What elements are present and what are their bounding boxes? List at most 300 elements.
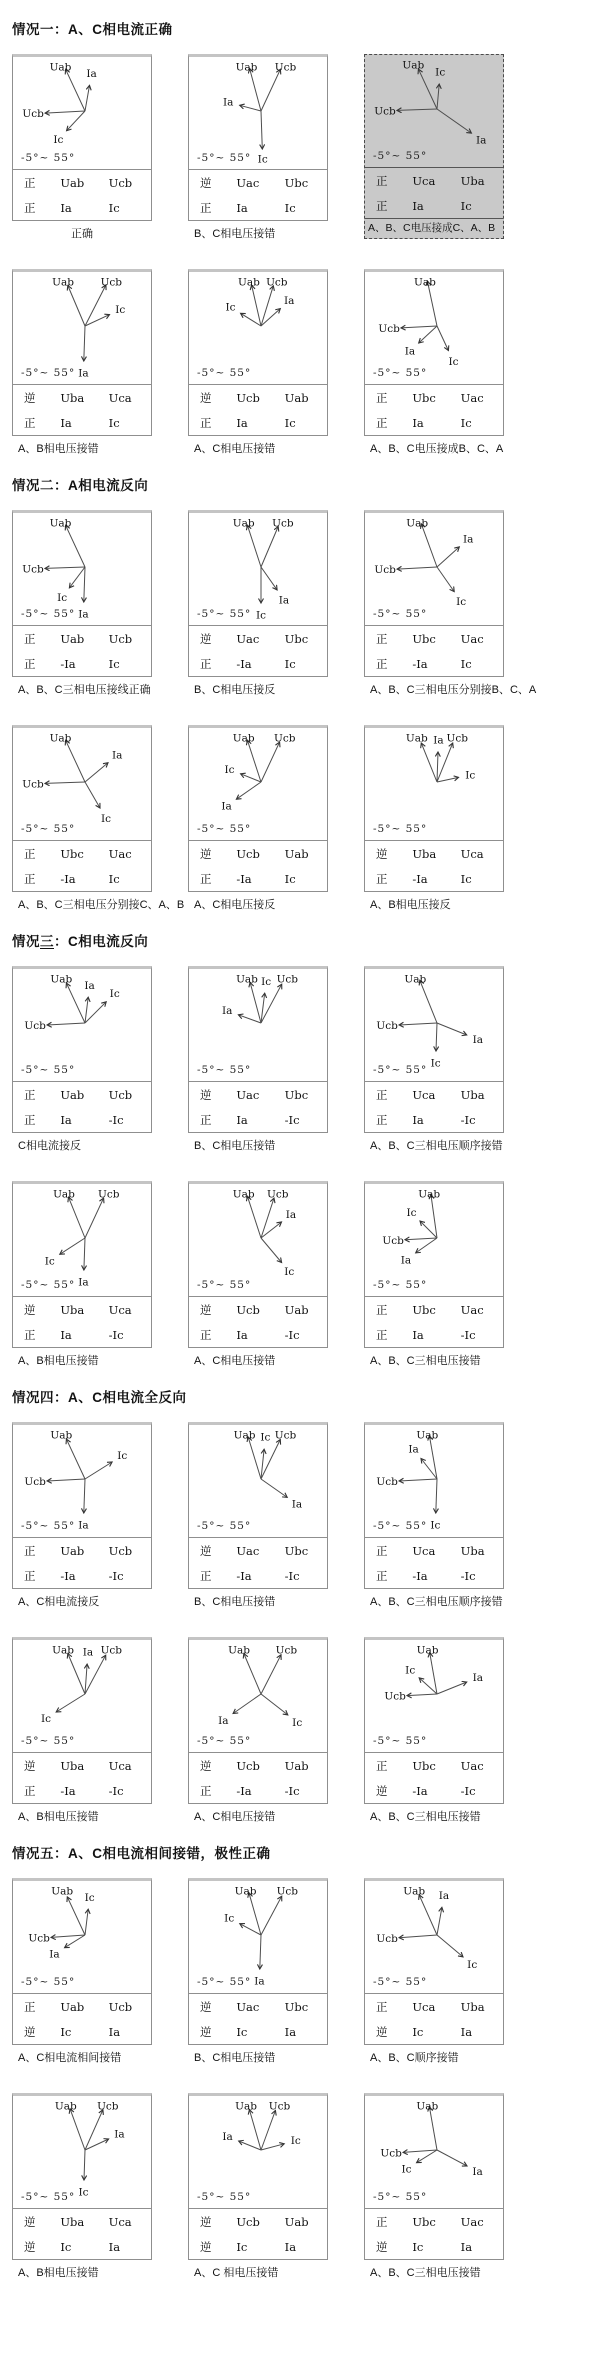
angle-note: -5°~ 55° (197, 1735, 252, 1747)
phase-cell: Ubc (60, 846, 84, 861)
diagram-cell (12, 54, 152, 241)
vector-label-uab: Uab (236, 973, 258, 986)
vector-arrow-uab (431, 1194, 437, 1238)
vector-arrow-ucb (85, 1198, 104, 1238)
vector-label-ic: Ic (435, 66, 446, 79)
vector-label-ia: Ia (86, 68, 97, 81)
table-row (189, 841, 327, 866)
phase-cell: Ucb (236, 1302, 260, 1317)
vector-label-ia: Ia (472, 1672, 484, 1684)
phase-cell: -Ic (460, 1327, 476, 1342)
vector-label-ucb: Ucb (100, 1644, 123, 1657)
phasor-box (188, 966, 328, 1133)
phase-table (13, 1538, 151, 1588)
direction-cell: 逆 (24, 2026, 36, 2039)
phase-cell: Uba (60, 390, 85, 405)
table-row (189, 1538, 327, 1563)
phase-cell: Uba (460, 1543, 485, 1558)
vector-arrow-ucb (85, 1655, 106, 1694)
table-row (13, 2019, 151, 2044)
phase-table (13, 2209, 151, 2259)
vector-label-ucb: Ucb (22, 778, 44, 791)
direction-cell: 正 (24, 1114, 36, 1127)
diagram-cell (188, 1637, 328, 1824)
direction-cell: 正 (376, 175, 388, 188)
box-caption: A、B、C三相电压接线正确 (18, 684, 151, 696)
angle-note: -5°~ 55° (21, 1064, 76, 1076)
vector-arrow-ia (260, 1935, 261, 1969)
phase-table (189, 841, 327, 891)
vector-arrow-ucb (399, 1935, 437, 1938)
vector-label-uab: Uab (416, 2100, 439, 2113)
vector-label-ia: Ia (283, 295, 295, 308)
phase-table (13, 1297, 151, 1347)
phase-cell: -Ic (284, 1783, 300, 1798)
direction-cell: 正 (376, 1329, 388, 1342)
table-row (365, 1322, 503, 1347)
phase-table (13, 841, 151, 891)
phase-cell: Ia (236, 1327, 248, 1342)
direction-cell: 逆 (24, 392, 36, 405)
vector-label-ic: Ic (465, 769, 476, 782)
diagram-cell (364, 1637, 504, 1824)
vector-label-ic: Ic (109, 987, 120, 1000)
phase-cell: Ic (284, 200, 296, 215)
vector-arrow-uab (421, 743, 437, 782)
vector-arrow-ic (420, 1221, 437, 1238)
table-row (13, 1994, 151, 2019)
direction-cell: 逆 (200, 633, 212, 646)
direction-cell: 正 (376, 392, 388, 405)
diagram-cell (364, 54, 504, 241)
vector-label-ucb: Ucb (97, 1188, 120, 1201)
diagram-cell (364, 1422, 504, 1609)
table-row (189, 1563, 327, 1588)
phase-cell: Uab (60, 1999, 85, 2014)
case-section (12, 930, 600, 1368)
direction-cell: 正 (376, 1545, 388, 1558)
angle-note: -5°~ 55° (21, 823, 76, 835)
vector-label-ic: Ic (290, 2135, 301, 2148)
phasor-diagram (13, 1425, 151, 1538)
phase-cell: -Ic (108, 1783, 124, 1798)
direction-cell: 逆 (200, 2216, 212, 2229)
direction-cell: 正 (376, 1114, 388, 1127)
direction-cell: 正 (24, 873, 36, 886)
vector-label-uab: Uab (52, 1644, 75, 1657)
vector-label-ic: Ic (430, 1057, 441, 1070)
diagram-cell (364, 510, 537, 697)
direction-cell: 正 (376, 1760, 388, 1773)
box-caption: B、C相电压接错 (194, 1596, 276, 1608)
phase-cell: Uac (460, 2214, 484, 2229)
phasor-diagram (365, 2096, 503, 2209)
phase-cell: -Ia (412, 656, 428, 671)
box-caption: B、C相电压接错 (194, 228, 276, 240)
vector-arrow-ia (84, 326, 85, 361)
vector-label-ucb: Ucb (376, 1933, 398, 1945)
phase-table (189, 1082, 327, 1132)
vector-arrow-ucb (261, 2111, 275, 2151)
table-row (189, 410, 327, 435)
vector-arrow-uab (420, 980, 437, 1023)
phase-table (189, 1994, 327, 2044)
phase-cell: Ia (460, 2024, 473, 2039)
phasor-diagram (189, 969, 327, 1082)
vector-arrow-ia (85, 1664, 87, 1694)
direction-cell: 逆 (24, 1304, 36, 1317)
table-row (13, 195, 151, 220)
phase-cell: Ic (108, 656, 120, 671)
phase-cell: Uac (460, 1758, 484, 1773)
vector-label-ucb: Ucb (384, 1690, 406, 1703)
vector-label-ucb: Ucb (374, 105, 396, 118)
vector-label-ic: Ic (467, 1959, 478, 1972)
table-row (365, 841, 503, 866)
vector-label-ia: Ia (278, 594, 290, 607)
phase-cell: Uca (412, 1543, 436, 1558)
box-caption: A、C相电流相间接错 (18, 2052, 122, 2064)
phasor-diagram (365, 1881, 503, 1994)
direction-cell: 逆 (376, 2241, 388, 2254)
diagram-grid (12, 54, 600, 456)
vector-arrow-ucb (261, 1655, 281, 1694)
vector-arrow-ucb (261, 1198, 274, 1238)
phasor-box (12, 1878, 152, 2045)
vector-label-ia: Ia (78, 608, 89, 621)
phasor-box (12, 1637, 152, 1804)
vector-label-uab: Uab (234, 1885, 257, 1898)
phase-table (365, 168, 503, 218)
phase-cell: Uac (236, 175, 260, 190)
vector-arrow-ia (416, 1238, 437, 1253)
phase-cell: Ubc (284, 1087, 309, 1102)
vector-arrow-ic (437, 326, 448, 351)
vector-label-ic: Ic (292, 1716, 303, 1729)
vector-label-ucb: Ucb (24, 1020, 46, 1033)
case-section (12, 1386, 600, 1824)
phasor-diagram (365, 969, 503, 1082)
vector-arrow-ia (84, 1238, 85, 1270)
phasor-box (12, 269, 152, 436)
direction-cell: 正 (24, 177, 36, 190)
phasor-diagram (365, 1184, 503, 1297)
vector-arrow-uab (250, 982, 261, 1023)
phase-table (189, 170, 327, 220)
angle-note: -5°~ 55° (373, 1064, 428, 1076)
direction-cell: 逆 (200, 1760, 212, 1773)
angle-note: -5°~ 55° (373, 1279, 428, 1291)
vector-label-uab: Uab (51, 1885, 74, 1898)
vector-label-ia: Ia (221, 800, 232, 813)
vector-arrow-ucb (399, 1479, 437, 1481)
table-row (189, 2234, 327, 2259)
vector-arrow-ic (241, 774, 261, 782)
vector-label-ic: Ic (284, 1266, 295, 1279)
direction-cell: 逆 (200, 848, 212, 861)
vector-arrow-ucb (47, 1023, 85, 1025)
direction-cell: 正 (24, 202, 36, 215)
phasor-box (12, 2093, 152, 2260)
vector-label-ia: Ia (222, 2131, 233, 2143)
vector-arrow-ic (85, 315, 110, 326)
vector-label-ia: Ia (221, 1005, 233, 1018)
diagram-grid (12, 1422, 600, 1824)
phase-table (13, 385, 151, 435)
phase-cell: Uca (108, 1302, 132, 1317)
table-row (189, 2209, 327, 2234)
vector-label-ic: Ic (430, 1519, 441, 1532)
box-caption: B、C相电压接反 (194, 684, 276, 696)
phase-cell: Ia (412, 415, 424, 430)
vector-arrow-ic (436, 1023, 437, 1051)
diagram-cell (188, 510, 328, 697)
vector-label-uab: Uab (49, 61, 72, 74)
vector-label-uab: Uab (403, 1885, 426, 1898)
table-row (365, 1563, 503, 1588)
phase-cell: Uba (460, 1999, 485, 2014)
vector-label-ucb: Ucb (266, 276, 288, 289)
table-row (189, 1778, 327, 1803)
vector-arrow-uab (429, 2107, 437, 2150)
vector-arrow-ucb (261, 527, 278, 568)
phase-cell: Ic (108, 871, 120, 886)
phase-cell: Ia (108, 2024, 121, 2039)
phasor-box (364, 1637, 504, 1804)
table-row (189, 866, 327, 891)
table-row (189, 385, 327, 410)
vector-label-uab: Uab (50, 973, 73, 986)
vector-label-uab: Uab (405, 732, 428, 745)
table-row (365, 1753, 503, 1778)
diagram-cell (12, 1637, 152, 1824)
phase-cell: Ubc (284, 175, 309, 190)
vector-label-ia: Ia (291, 1498, 303, 1511)
underlined-char: 三 (40, 934, 54, 949)
table-row (13, 1322, 151, 1347)
section-title: 情况一：A、C相电流正确 (12, 22, 173, 37)
angle-note: -5°~ 55° (373, 367, 428, 379)
box-caption: A、C相电压接错 (194, 1811, 276, 1823)
table-row (189, 1322, 327, 1347)
vector-label-ic: Ic (117, 1450, 128, 1463)
box-caption: A、B相电压接错 (18, 1355, 99, 1367)
phasor-box (188, 725, 328, 892)
phase-table (13, 1082, 151, 1132)
diagram-grid (12, 510, 600, 912)
box-caption: A、B相电压接反 (370, 899, 451, 911)
section-title: 情况二：A相电流反向 (12, 478, 149, 493)
phase-cell: -Ia (236, 1568, 252, 1583)
direction-cell: 正 (376, 200, 388, 213)
angle-note: -5°~ 55° (197, 1520, 252, 1532)
phase-table (365, 1297, 503, 1347)
diagram-cell (364, 1181, 504, 1368)
phase-cell: -Ic (108, 1327, 124, 1342)
vector-label-ic: Ic (261, 975, 272, 988)
phase-cell: -Ic (460, 1568, 476, 1583)
phase-table (365, 1538, 503, 1588)
table-row (189, 170, 327, 195)
phase-cell: Ic (460, 415, 472, 430)
phase-cell: Uac (236, 1999, 260, 2014)
phasor-diagram (13, 513, 151, 626)
direction-cell: 正 (24, 1089, 36, 1102)
phasor-diagram (13, 1184, 151, 1297)
vector-label-ic: Ic (456, 595, 467, 608)
phase-cell: Ia (60, 1327, 72, 1342)
diagram-cell (12, 2093, 152, 2280)
phase-table (13, 1994, 151, 2044)
vector-arrow-ic (261, 1694, 288, 1715)
phasor-diagram (189, 2096, 327, 2209)
vector-arrow-uab (66, 983, 85, 1023)
vector-arrow-uab (69, 1197, 86, 1238)
table-row (13, 170, 151, 195)
vector-arrow-ic (261, 111, 262, 149)
table-row (13, 1297, 151, 1322)
phase-cell: Uca (412, 1999, 436, 2014)
case-section (12, 474, 600, 912)
phase-cell: Ic (412, 2024, 424, 2039)
angle-note: -5°~ 55° (21, 608, 76, 620)
direction-cell: 逆 (24, 2216, 36, 2229)
phase-cell: Ubc (284, 1999, 309, 2014)
direction-cell: 正 (376, 1304, 388, 1317)
box-caption: A、B、C电压接成B、C、A (370, 443, 504, 455)
diagram-cell (12, 1181, 152, 1368)
vector-arrow-ic (67, 111, 85, 131)
vector-label-ia: Ia (84, 979, 95, 992)
table-row (13, 1778, 151, 1803)
direction-cell: 正 (200, 1329, 212, 1342)
vector-label-ia: Ia (433, 734, 444, 747)
vector-arrow-ucb (51, 1935, 85, 1937)
vector-arrow-ucb (405, 1238, 437, 1240)
box-caption: A、B相电压接错 (18, 443, 99, 455)
phasor-box (364, 1878, 504, 2045)
phase-cell: Uac (108, 846, 132, 861)
angle-note: -5°~ 55° (197, 2191, 252, 2203)
vector-arrow-ucb (45, 782, 85, 783)
table-row (13, 1107, 151, 1132)
vector-label-ic: Ic (406, 1207, 417, 1219)
diagram-grid (12, 966, 600, 1368)
vector-label-ia: Ia (400, 1254, 412, 1267)
direction-cell: 逆 (200, 2241, 212, 2254)
phase-cell: Ic (60, 2239, 72, 2254)
box-caption: A、B、C三相电压接错 (370, 1355, 481, 1367)
phasor-diagram (189, 272, 327, 385)
vector-arrow-ucb (399, 1023, 437, 1025)
vector-label-ucb: Ucb (374, 564, 396, 577)
diagram-cell (364, 966, 504, 1153)
box-caption: 正确 (71, 228, 93, 240)
vector-label-ucb: Ucb (382, 1234, 404, 1247)
vector-arrow-ia (239, 2141, 261, 2150)
phasor-box (188, 54, 328, 221)
phasor-box (364, 725, 504, 892)
diagram-cell (12, 1878, 152, 2065)
vector-arrow-uab (419, 1895, 437, 1935)
phase-cell: Ia (60, 1112, 72, 1127)
vector-arrow-ucb (261, 69, 280, 111)
phasor-diagram (13, 969, 151, 1082)
vector-arrow-ic (84, 2150, 85, 2180)
phase-cell: -Ic (108, 1112, 124, 1127)
phase-cell: Uab (60, 631, 85, 646)
direction-cell: 正 (376, 2001, 388, 2014)
table-row (189, 651, 327, 676)
phase-cell: -Ic (284, 1112, 300, 1127)
direction-cell: 正 (200, 417, 212, 430)
direction-cell: 逆 (200, 1304, 212, 1317)
angle-note: -5°~ 55° (373, 2191, 428, 2203)
direction-cell: 正 (200, 873, 212, 886)
phasor-diagram (13, 2096, 151, 2209)
angle-note: -5°~ 55° (373, 1735, 428, 1747)
vector-arrow-ia (437, 1023, 467, 1035)
vector-label-uab: Uab (49, 732, 72, 745)
direction-cell: 正 (200, 1785, 212, 1798)
phase-table (189, 1297, 327, 1347)
vector-arrow-ucb (261, 742, 280, 782)
vector-label-ic: Ic (401, 2163, 412, 2176)
vector-label-ic: Ic (257, 153, 268, 166)
vector-arrow-ia (437, 547, 459, 567)
vector-label-uab: Uab (416, 1429, 439, 1442)
box-caption: A、B、C三相电压接错 (370, 2267, 481, 2279)
vector-label-ucb: Ucb (273, 732, 296, 745)
vector-label-ia: Ia (472, 2166, 483, 2179)
phasor-diagram (13, 1881, 151, 1994)
phase-cell: Ucb (108, 631, 133, 646)
direction-cell: 正 (376, 658, 388, 671)
vector-label-ic: Ic (40, 1712, 52, 1725)
phase-cell: -Ia (60, 1568, 76, 1583)
phase-cell: -Ia (236, 871, 252, 886)
vector-arrow-ic (85, 782, 100, 808)
phasor-box (188, 2093, 328, 2260)
vector-arrow-ucb (437, 743, 453, 782)
phase-cell: Ubc (412, 390, 436, 405)
phase-cell: Ucb (108, 1543, 133, 1558)
phasor-box (188, 1422, 328, 1589)
phase-cell: Uab (60, 1087, 85, 1102)
vector-arrow-ucb (261, 1440, 280, 1480)
diagram-cell (188, 54, 328, 241)
phase-cell: Ia (460, 2239, 473, 2254)
vector-arrow-uab (249, 2110, 261, 2150)
phase-cell: Uac (236, 1087, 260, 1102)
phase-cell: Uac (460, 390, 484, 405)
phase-cell: -Ia (412, 1568, 428, 1583)
vector-label-ic: Ic (100, 812, 112, 825)
phase-table (13, 626, 151, 676)
table-row (189, 1994, 327, 2019)
phasor-box (188, 1637, 328, 1804)
vector-label-uab: Uab (402, 59, 425, 72)
direction-cell: 逆 (376, 848, 388, 861)
angle-note: -5°~ 55° (373, 1520, 428, 1532)
phase-cell: Ucb (108, 1999, 133, 2014)
direction-cell: 正 (376, 633, 388, 646)
phasor-diagram (13, 728, 151, 841)
vector-label-ia: Ia (82, 1646, 94, 1659)
direction-cell: 正 (24, 2001, 36, 2014)
table-row (365, 1778, 503, 1803)
vector-arrow-ucb (85, 285, 106, 326)
